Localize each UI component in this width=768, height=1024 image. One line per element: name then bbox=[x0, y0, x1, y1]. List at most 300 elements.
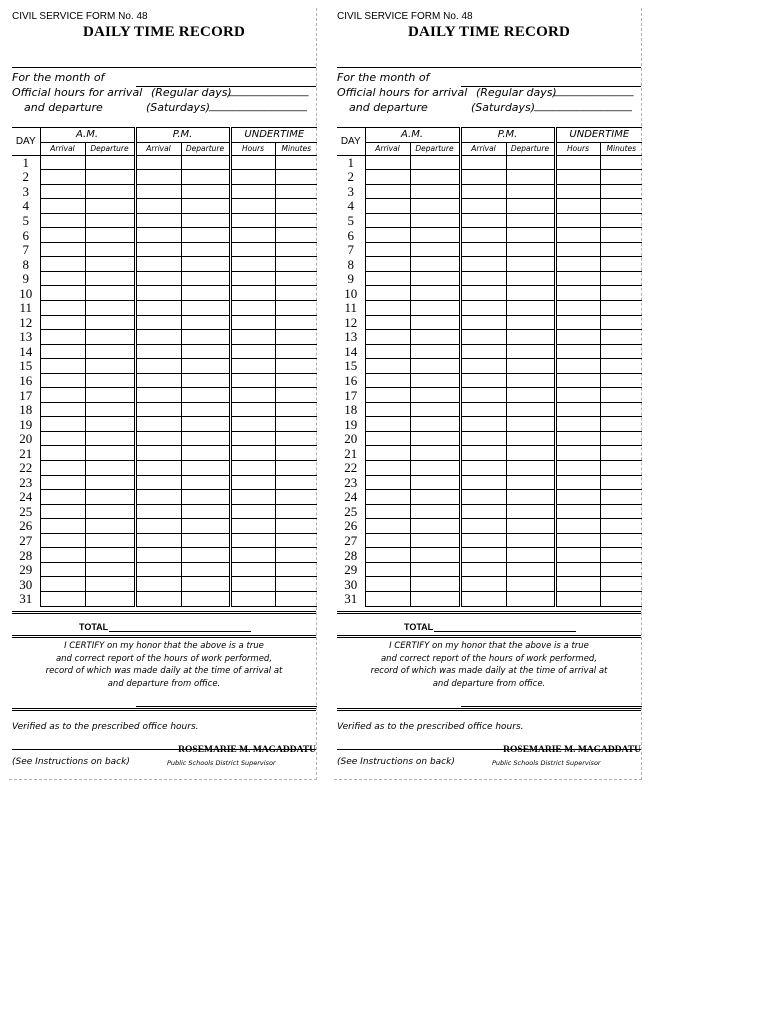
am-departure-cell[interactable] bbox=[85, 519, 135, 534]
pm-arrival-cell[interactable] bbox=[460, 475, 506, 490]
am-departure-cell[interactable] bbox=[85, 257, 135, 272]
am-departure-cell[interactable] bbox=[85, 199, 135, 214]
pm-arrival-cell[interactable] bbox=[135, 562, 181, 577]
undertime-hours-cell[interactable] bbox=[230, 301, 275, 316]
undertime-minutes-cell[interactable] bbox=[275, 301, 317, 316]
undertime-hours-cell[interactable] bbox=[230, 315, 275, 330]
pm-arrival-cell[interactable] bbox=[460, 315, 506, 330]
pm-departure-cell[interactable] bbox=[181, 286, 230, 301]
undertime-hours-cell[interactable] bbox=[230, 257, 275, 272]
undertime-hours-cell[interactable] bbox=[555, 591, 600, 606]
pm-departure-cell[interactable] bbox=[506, 577, 555, 592]
undertime-hours-cell[interactable] bbox=[555, 301, 600, 316]
pm-departure-cell[interactable] bbox=[506, 373, 555, 388]
undertime-minutes-cell[interactable] bbox=[275, 533, 317, 548]
pm-departure-cell[interactable] bbox=[181, 591, 230, 606]
am-arrival-cell[interactable] bbox=[365, 533, 410, 548]
pm-arrival-cell[interactable] bbox=[135, 591, 181, 606]
am-departure-cell[interactable] bbox=[410, 155, 460, 170]
am-departure-cell[interactable] bbox=[85, 490, 135, 505]
pm-departure-cell[interactable] bbox=[506, 257, 555, 272]
pm-departure-cell[interactable] bbox=[506, 446, 555, 461]
undertime-minutes-cell[interactable] bbox=[600, 548, 642, 563]
undertime-minutes-cell[interactable] bbox=[600, 271, 642, 286]
undertime-hours-cell[interactable] bbox=[555, 431, 600, 446]
undertime-hours-cell[interactable] bbox=[230, 431, 275, 446]
undertime-minutes-cell[interactable] bbox=[600, 562, 642, 577]
am-departure-cell[interactable] bbox=[410, 242, 460, 257]
undertime-minutes-cell[interactable] bbox=[275, 461, 317, 476]
am-departure-cell[interactable] bbox=[85, 548, 135, 563]
undertime-hours-cell[interactable] bbox=[230, 402, 275, 417]
pm-arrival-cell[interactable] bbox=[135, 184, 181, 199]
am-arrival-cell[interactable] bbox=[40, 475, 85, 490]
am-arrival-cell[interactable] bbox=[365, 213, 410, 228]
pm-departure-cell[interactable] bbox=[506, 330, 555, 345]
pm-departure-cell[interactable] bbox=[506, 402, 555, 417]
am-departure-cell[interactable] bbox=[410, 257, 460, 272]
am-departure-cell[interactable] bbox=[85, 301, 135, 316]
am-arrival-cell[interactable] bbox=[40, 344, 85, 359]
undertime-hours-cell[interactable] bbox=[555, 257, 600, 272]
pm-departure-cell[interactable] bbox=[181, 417, 230, 432]
pm-departure-cell[interactable] bbox=[181, 388, 230, 403]
am-arrival-cell[interactable] bbox=[365, 359, 410, 374]
employee-signature-line[interactable] bbox=[136, 706, 317, 707]
undertime-minutes-cell[interactable] bbox=[275, 504, 317, 519]
undertime-minutes-cell[interactable] bbox=[600, 213, 642, 228]
undertime-minutes-cell[interactable] bbox=[600, 184, 642, 199]
am-departure-cell[interactable] bbox=[85, 446, 135, 461]
undertime-minutes-cell[interactable] bbox=[275, 388, 317, 403]
am-arrival-cell[interactable] bbox=[365, 155, 410, 170]
undertime-minutes-cell[interactable] bbox=[275, 257, 317, 272]
pm-departure-cell[interactable] bbox=[506, 344, 555, 359]
pm-departure-cell[interactable] bbox=[181, 504, 230, 519]
am-departure-cell[interactable] bbox=[410, 330, 460, 345]
pm-departure-cell[interactable] bbox=[181, 402, 230, 417]
am-departure-cell[interactable] bbox=[85, 315, 135, 330]
saturdays-blank[interactable]: ________________ bbox=[209, 100, 307, 112]
am-arrival-cell[interactable] bbox=[40, 490, 85, 505]
undertime-hours-cell[interactable] bbox=[230, 330, 275, 345]
pm-departure-cell[interactable] bbox=[506, 490, 555, 505]
am-departure-cell[interactable] bbox=[410, 446, 460, 461]
pm-arrival-cell[interactable] bbox=[460, 533, 506, 548]
undertime-minutes-cell[interactable] bbox=[600, 533, 642, 548]
pm-arrival-cell[interactable] bbox=[460, 184, 506, 199]
pm-arrival-cell[interactable] bbox=[135, 344, 181, 359]
pm-arrival-cell[interactable] bbox=[135, 431, 181, 446]
pm-arrival-cell[interactable] bbox=[135, 315, 181, 330]
pm-departure-cell[interactable] bbox=[181, 344, 230, 359]
pm-departure-cell[interactable] bbox=[506, 184, 555, 199]
regular-days-blank[interactable]: _____________ bbox=[229, 85, 309, 97]
am-arrival-cell[interactable] bbox=[40, 184, 85, 199]
am-arrival-cell[interactable] bbox=[365, 228, 410, 243]
undertime-minutes-cell[interactable] bbox=[600, 475, 642, 490]
pm-arrival-cell[interactable] bbox=[135, 388, 181, 403]
am-arrival-cell[interactable] bbox=[40, 359, 85, 374]
undertime-minutes-cell[interactable] bbox=[275, 402, 317, 417]
undertime-minutes-cell[interactable] bbox=[600, 388, 642, 403]
pm-arrival-cell[interactable] bbox=[460, 388, 506, 403]
am-departure-cell[interactable] bbox=[85, 577, 135, 592]
undertime-hours-cell[interactable] bbox=[230, 170, 275, 185]
am-departure-cell[interactable] bbox=[85, 533, 135, 548]
am-departure-cell[interactable] bbox=[410, 548, 460, 563]
undertime-minutes-cell[interactable] bbox=[600, 155, 642, 170]
pm-departure-cell[interactable] bbox=[181, 271, 230, 286]
pm-departure-cell[interactable] bbox=[181, 213, 230, 228]
undertime-hours-cell[interactable] bbox=[230, 461, 275, 476]
pm-departure-cell[interactable] bbox=[506, 461, 555, 476]
am-departure-cell[interactable] bbox=[410, 519, 460, 534]
am-arrival-cell[interactable] bbox=[40, 533, 85, 548]
undertime-hours-cell[interactable] bbox=[230, 475, 275, 490]
pm-arrival-cell[interactable] bbox=[460, 417, 506, 432]
undertime-hours-cell[interactable] bbox=[555, 286, 600, 301]
undertime-minutes-cell[interactable] bbox=[600, 301, 642, 316]
am-arrival-cell[interactable] bbox=[365, 475, 410, 490]
undertime-minutes-cell[interactable] bbox=[275, 577, 317, 592]
undertime-hours-cell[interactable] bbox=[230, 344, 275, 359]
pm-departure-cell[interactable] bbox=[181, 199, 230, 214]
undertime-minutes-cell[interactable] bbox=[600, 431, 642, 446]
am-departure-cell[interactable] bbox=[410, 344, 460, 359]
saturdays-blank[interactable]: ________________ bbox=[534, 100, 632, 112]
pm-departure-cell[interactable] bbox=[181, 359, 230, 374]
am-arrival-cell[interactable] bbox=[40, 519, 85, 534]
undertime-hours-cell[interactable] bbox=[555, 359, 600, 374]
am-departure-cell[interactable] bbox=[410, 228, 460, 243]
total-input-line[interactable] bbox=[434, 631, 576, 632]
am-arrival-cell[interactable] bbox=[40, 213, 85, 228]
undertime-hours-cell[interactable] bbox=[230, 286, 275, 301]
pm-arrival-cell[interactable] bbox=[135, 490, 181, 505]
pm-arrival-cell[interactable] bbox=[460, 504, 506, 519]
am-arrival-cell[interactable] bbox=[40, 402, 85, 417]
undertime-hours-cell[interactable] bbox=[555, 562, 600, 577]
am-arrival-cell[interactable] bbox=[40, 373, 85, 388]
am-departure-cell[interactable] bbox=[410, 504, 460, 519]
undertime-hours-cell[interactable] bbox=[230, 213, 275, 228]
am-arrival-cell[interactable] bbox=[40, 504, 85, 519]
pm-departure-cell[interactable] bbox=[181, 490, 230, 505]
pm-departure-cell[interactable] bbox=[181, 242, 230, 257]
undertime-minutes-cell[interactable] bbox=[275, 330, 317, 345]
pm-departure-cell[interactable] bbox=[181, 475, 230, 490]
am-departure-cell[interactable] bbox=[85, 184, 135, 199]
pm-departure-cell[interactable] bbox=[506, 199, 555, 214]
pm-arrival-cell[interactable] bbox=[460, 548, 506, 563]
undertime-minutes-cell[interactable] bbox=[275, 315, 317, 330]
pm-departure-cell[interactable] bbox=[506, 388, 555, 403]
undertime-hours-cell[interactable] bbox=[555, 213, 600, 228]
am-arrival-cell[interactable] bbox=[365, 577, 410, 592]
pm-departure-cell[interactable] bbox=[506, 155, 555, 170]
am-departure-cell[interactable] bbox=[410, 533, 460, 548]
undertime-minutes-cell[interactable] bbox=[600, 199, 642, 214]
undertime-minutes-cell[interactable] bbox=[275, 184, 317, 199]
pm-departure-cell[interactable] bbox=[181, 577, 230, 592]
pm-arrival-cell[interactable] bbox=[135, 228, 181, 243]
am-departure-cell[interactable] bbox=[410, 286, 460, 301]
am-arrival-cell[interactable] bbox=[365, 286, 410, 301]
am-arrival-cell[interactable] bbox=[365, 490, 410, 505]
pm-departure-cell[interactable] bbox=[181, 315, 230, 330]
pm-arrival-cell[interactable] bbox=[135, 199, 181, 214]
pm-arrival-cell[interactable] bbox=[135, 359, 181, 374]
undertime-minutes-cell[interactable] bbox=[600, 504, 642, 519]
pm-arrival-cell[interactable] bbox=[135, 257, 181, 272]
undertime-minutes-cell[interactable] bbox=[600, 242, 642, 257]
undertime-hours-cell[interactable] bbox=[555, 271, 600, 286]
pm-arrival-cell[interactable] bbox=[460, 431, 506, 446]
undertime-hours-cell[interactable] bbox=[555, 533, 600, 548]
pm-departure-cell[interactable] bbox=[181, 228, 230, 243]
undertime-minutes-cell[interactable] bbox=[600, 490, 642, 505]
am-departure-cell[interactable] bbox=[85, 461, 135, 476]
undertime-hours-cell[interactable] bbox=[555, 388, 600, 403]
am-arrival-cell[interactable] bbox=[40, 591, 85, 606]
undertime-hours-cell[interactable] bbox=[230, 533, 275, 548]
pm-arrival-cell[interactable] bbox=[135, 271, 181, 286]
am-departure-cell[interactable] bbox=[410, 490, 460, 505]
undertime-minutes-cell[interactable] bbox=[275, 373, 317, 388]
undertime-hours-cell[interactable] bbox=[230, 490, 275, 505]
pm-departure-cell[interactable] bbox=[506, 315, 555, 330]
am-departure-cell[interactable] bbox=[85, 271, 135, 286]
undertime-minutes-cell[interactable] bbox=[600, 373, 642, 388]
am-departure-cell[interactable] bbox=[85, 286, 135, 301]
undertime-minutes-cell[interactable] bbox=[275, 359, 317, 374]
am-arrival-cell[interactable] bbox=[40, 242, 85, 257]
am-arrival-cell[interactable] bbox=[40, 431, 85, 446]
am-departure-cell[interactable] bbox=[85, 431, 135, 446]
am-departure-cell[interactable] bbox=[410, 577, 460, 592]
am-departure-cell[interactable] bbox=[410, 170, 460, 185]
am-departure-cell[interactable] bbox=[85, 591, 135, 606]
undertime-minutes-cell[interactable] bbox=[600, 286, 642, 301]
undertime-minutes-cell[interactable] bbox=[600, 228, 642, 243]
pm-departure-cell[interactable] bbox=[506, 591, 555, 606]
am-departure-cell[interactable] bbox=[85, 213, 135, 228]
am-departure-cell[interactable] bbox=[85, 228, 135, 243]
pm-departure-cell[interactable] bbox=[506, 548, 555, 563]
pm-arrival-cell[interactable] bbox=[460, 562, 506, 577]
am-arrival-cell[interactable] bbox=[40, 315, 85, 330]
total-input-line[interactable] bbox=[109, 631, 251, 632]
undertime-minutes-cell[interactable] bbox=[275, 286, 317, 301]
pm-arrival-cell[interactable] bbox=[460, 301, 506, 316]
pm-arrival-cell[interactable] bbox=[460, 199, 506, 214]
am-departure-cell[interactable] bbox=[85, 562, 135, 577]
pm-departure-cell[interactable] bbox=[506, 519, 555, 534]
pm-arrival-cell[interactable] bbox=[460, 446, 506, 461]
am-departure-cell[interactable] bbox=[410, 184, 460, 199]
am-arrival-cell[interactable] bbox=[40, 330, 85, 345]
am-arrival-cell[interactable] bbox=[365, 446, 410, 461]
am-arrival-cell[interactable] bbox=[365, 344, 410, 359]
pm-departure-cell[interactable] bbox=[181, 562, 230, 577]
am-departure-cell[interactable] bbox=[85, 170, 135, 185]
undertime-minutes-cell[interactable] bbox=[275, 475, 317, 490]
am-arrival-cell[interactable] bbox=[365, 461, 410, 476]
pm-departure-cell[interactable] bbox=[506, 562, 555, 577]
am-arrival-cell[interactable] bbox=[365, 242, 410, 257]
undertime-hours-cell[interactable] bbox=[555, 490, 600, 505]
undertime-hours-cell[interactable] bbox=[555, 577, 600, 592]
am-departure-cell[interactable] bbox=[85, 402, 135, 417]
pm-arrival-cell[interactable] bbox=[460, 242, 506, 257]
am-arrival-cell[interactable] bbox=[40, 301, 85, 316]
am-arrival-cell[interactable] bbox=[40, 562, 85, 577]
am-arrival-cell[interactable] bbox=[365, 170, 410, 185]
am-arrival-cell[interactable] bbox=[40, 228, 85, 243]
undertime-hours-cell[interactable] bbox=[555, 344, 600, 359]
pm-departure-cell[interactable] bbox=[506, 431, 555, 446]
pm-arrival-cell[interactable] bbox=[135, 446, 181, 461]
pm-arrival-cell[interactable] bbox=[135, 213, 181, 228]
pm-departure-cell[interactable] bbox=[181, 519, 230, 534]
undertime-minutes-cell[interactable] bbox=[275, 417, 317, 432]
undertime-minutes-cell[interactable] bbox=[275, 446, 317, 461]
am-arrival-cell[interactable] bbox=[365, 548, 410, 563]
pm-departure-cell[interactable] bbox=[506, 301, 555, 316]
pm-arrival-cell[interactable] bbox=[460, 271, 506, 286]
am-arrival-cell[interactable] bbox=[40, 388, 85, 403]
undertime-hours-cell[interactable] bbox=[230, 504, 275, 519]
pm-departure-cell[interactable] bbox=[181, 155, 230, 170]
undertime-hours-cell[interactable] bbox=[555, 170, 600, 185]
am-departure-cell[interactable] bbox=[410, 301, 460, 316]
undertime-minutes-cell[interactable] bbox=[275, 228, 317, 243]
pm-arrival-cell[interactable] bbox=[460, 519, 506, 534]
undertime-minutes-cell[interactable] bbox=[275, 199, 317, 214]
undertime-minutes-cell[interactable] bbox=[275, 591, 317, 606]
pm-arrival-cell[interactable] bbox=[460, 373, 506, 388]
am-departure-cell[interactable] bbox=[410, 562, 460, 577]
am-arrival-cell[interactable] bbox=[40, 417, 85, 432]
am-departure-cell[interactable] bbox=[410, 315, 460, 330]
am-departure-cell[interactable] bbox=[410, 417, 460, 432]
pm-arrival-cell[interactable] bbox=[460, 257, 506, 272]
pm-arrival-cell[interactable] bbox=[135, 533, 181, 548]
am-arrival-cell[interactable] bbox=[40, 286, 85, 301]
am-departure-cell[interactable] bbox=[410, 591, 460, 606]
undertime-hours-cell[interactable] bbox=[230, 242, 275, 257]
pm-departure-cell[interactable] bbox=[181, 257, 230, 272]
undertime-hours-cell[interactable] bbox=[555, 461, 600, 476]
am-arrival-cell[interactable] bbox=[365, 373, 410, 388]
undertime-minutes-cell[interactable] bbox=[600, 402, 642, 417]
undertime-hours-cell[interactable] bbox=[555, 242, 600, 257]
am-departure-cell[interactable] bbox=[85, 330, 135, 345]
undertime-hours-cell[interactable] bbox=[555, 315, 600, 330]
am-departure-cell[interactable] bbox=[85, 475, 135, 490]
am-departure-cell[interactable] bbox=[85, 373, 135, 388]
pm-arrival-cell[interactable] bbox=[460, 490, 506, 505]
undertime-hours-cell[interactable] bbox=[555, 519, 600, 534]
undertime-minutes-cell[interactable] bbox=[275, 431, 317, 446]
am-arrival-cell[interactable] bbox=[365, 417, 410, 432]
pm-arrival-cell[interactable] bbox=[135, 330, 181, 345]
employee-signature-line[interactable] bbox=[461, 706, 642, 707]
am-arrival-cell[interactable] bbox=[365, 199, 410, 214]
pm-arrival-cell[interactable] bbox=[460, 330, 506, 345]
pm-arrival-cell[interactable] bbox=[135, 170, 181, 185]
am-arrival-cell[interactable] bbox=[40, 155, 85, 170]
pm-arrival-cell[interactable] bbox=[460, 286, 506, 301]
undertime-hours-cell[interactable] bbox=[555, 199, 600, 214]
undertime-hours-cell[interactable] bbox=[230, 388, 275, 403]
undertime-minutes-cell[interactable] bbox=[275, 519, 317, 534]
undertime-minutes-cell[interactable] bbox=[600, 344, 642, 359]
undertime-hours-cell[interactable] bbox=[230, 591, 275, 606]
undertime-hours-cell[interactable] bbox=[555, 548, 600, 563]
undertime-minutes-cell[interactable] bbox=[275, 548, 317, 563]
am-arrival-cell[interactable] bbox=[365, 388, 410, 403]
am-departure-cell[interactable] bbox=[410, 431, 460, 446]
undertime-hours-cell[interactable] bbox=[555, 475, 600, 490]
am-arrival-cell[interactable] bbox=[365, 519, 410, 534]
pm-arrival-cell[interactable] bbox=[460, 170, 506, 185]
undertime-hours-cell[interactable] bbox=[555, 446, 600, 461]
undertime-hours-cell[interactable] bbox=[230, 359, 275, 374]
am-arrival-cell[interactable] bbox=[40, 257, 85, 272]
am-arrival-cell[interactable] bbox=[365, 402, 410, 417]
regular-days-blank[interactable]: _____________ bbox=[554, 85, 634, 97]
am-arrival-cell[interactable] bbox=[365, 257, 410, 272]
pm-arrival-cell[interactable] bbox=[135, 461, 181, 476]
undertime-hours-cell[interactable] bbox=[555, 330, 600, 345]
undertime-minutes-cell[interactable] bbox=[275, 242, 317, 257]
am-departure-cell[interactable] bbox=[410, 359, 460, 374]
undertime-hours-cell[interactable] bbox=[230, 519, 275, 534]
pm-departure-cell[interactable] bbox=[506, 504, 555, 519]
pm-arrival-cell[interactable] bbox=[460, 359, 506, 374]
undertime-hours-cell[interactable] bbox=[555, 373, 600, 388]
am-departure-cell[interactable] bbox=[85, 242, 135, 257]
undertime-hours-cell[interactable] bbox=[555, 155, 600, 170]
pm-arrival-cell[interactable] bbox=[460, 213, 506, 228]
pm-arrival-cell[interactable] bbox=[135, 504, 181, 519]
pm-departure-cell[interactable] bbox=[506, 242, 555, 257]
pm-arrival-cell[interactable] bbox=[460, 577, 506, 592]
am-arrival-cell[interactable] bbox=[365, 271, 410, 286]
undertime-minutes-cell[interactable] bbox=[600, 315, 642, 330]
am-departure-cell[interactable] bbox=[410, 199, 460, 214]
undertime-minutes-cell[interactable] bbox=[600, 330, 642, 345]
am-arrival-cell[interactable] bbox=[365, 562, 410, 577]
am-departure-cell[interactable] bbox=[410, 475, 460, 490]
undertime-hours-cell[interactable] bbox=[230, 446, 275, 461]
am-departure-cell[interactable] bbox=[85, 344, 135, 359]
undertime-minutes-cell[interactable] bbox=[600, 461, 642, 476]
undertime-minutes-cell[interactable] bbox=[275, 271, 317, 286]
undertime-hours-cell[interactable] bbox=[230, 184, 275, 199]
pm-arrival-cell[interactable] bbox=[460, 461, 506, 476]
pm-departure-cell[interactable] bbox=[506, 228, 555, 243]
undertime-hours-cell[interactable] bbox=[230, 562, 275, 577]
pm-departure-cell[interactable] bbox=[181, 431, 230, 446]
am-arrival-cell[interactable] bbox=[40, 199, 85, 214]
undertime-minutes-cell[interactable] bbox=[600, 591, 642, 606]
pm-departure-cell[interactable] bbox=[181, 170, 230, 185]
pm-arrival-cell[interactable] bbox=[460, 591, 506, 606]
am-arrival-cell[interactable] bbox=[40, 577, 85, 592]
